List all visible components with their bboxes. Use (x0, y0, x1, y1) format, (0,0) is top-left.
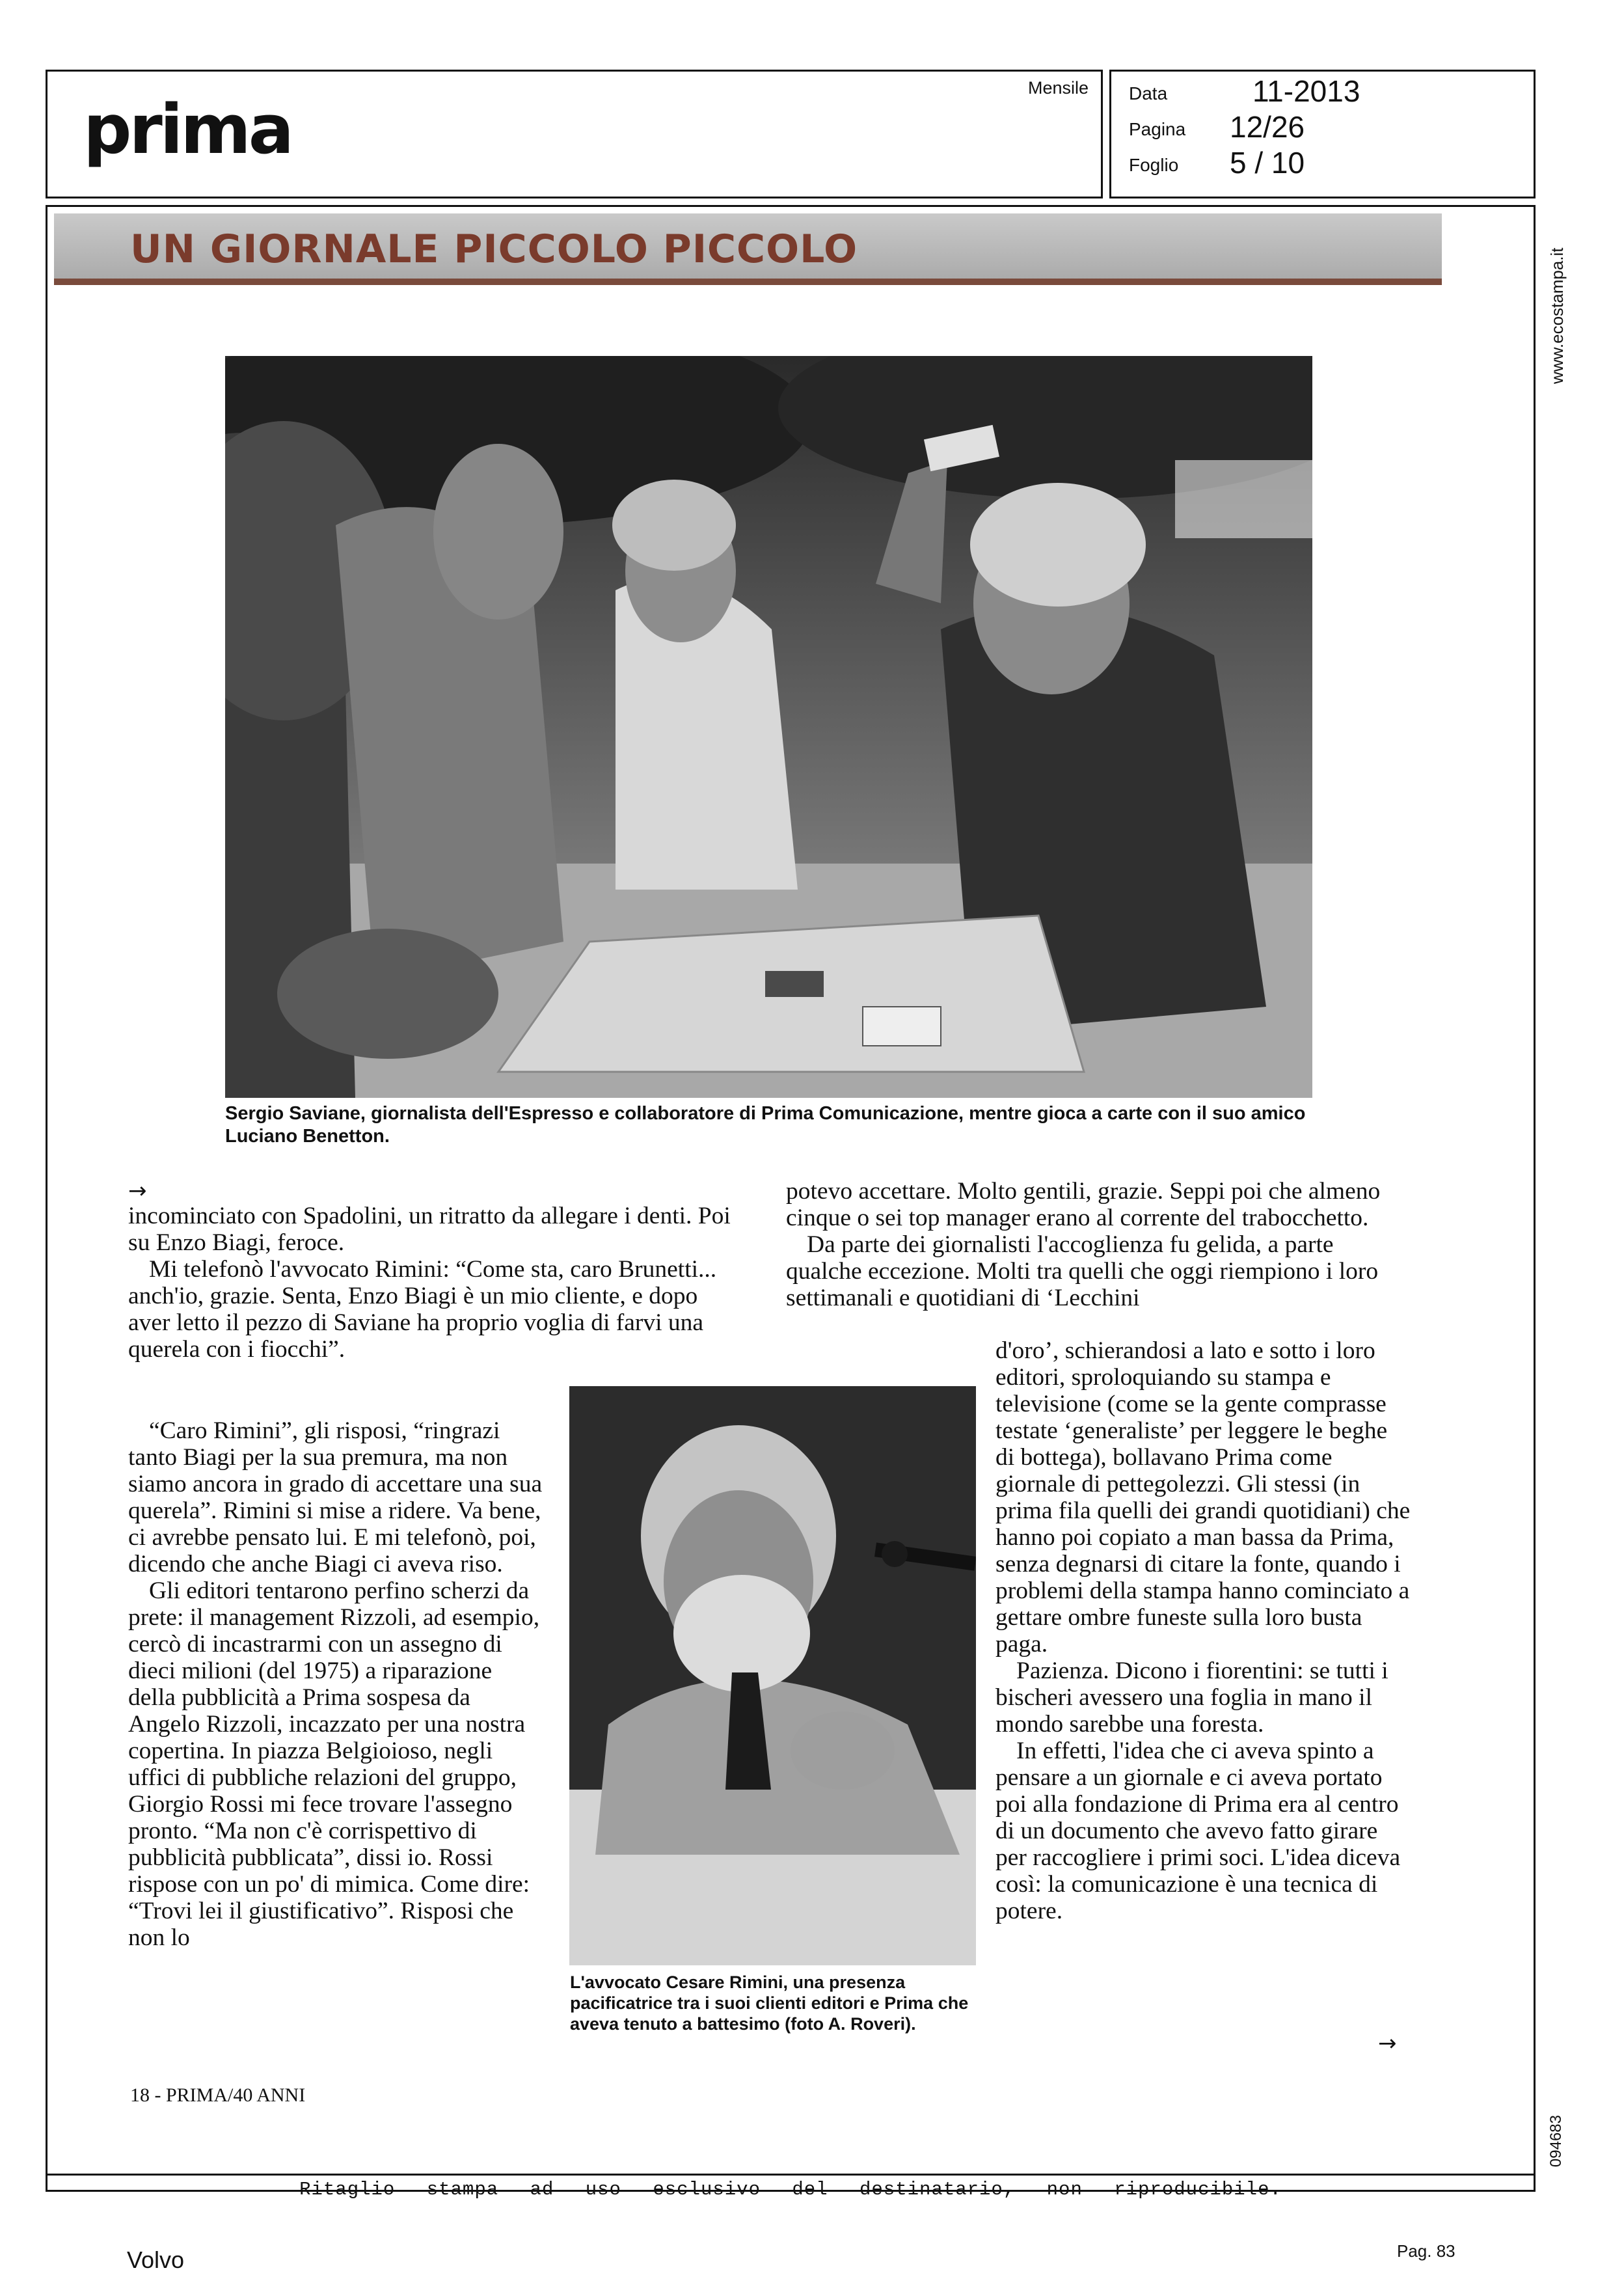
section-title-rule (54, 279, 1442, 285)
page-number: Pag. 83 (1397, 2241, 1455, 2261)
paragraph: Da parte dei giornalisti l'accoglienza fu gelida, a parte qualche eccezione. Molti tra quelli che oggi riempiono i loro settimanali e quotidiani di ‘Lecchini (786, 1231, 1379, 1311)
photo-card-game-illustration (225, 356, 1312, 1098)
side-code: 094683 (1547, 2115, 1565, 2168)
foglio-value: 5 / 10 (1230, 146, 1305, 180)
photo-card-game-caption: Sergio Saviane, giornalista dell'Espresso e collaboratore di Prima Comunicazione, mentre gioca a carte con il suo amico Luciano Benetton. (225, 1103, 1306, 1147)
client-brand: Volvo (127, 2246, 185, 2273)
photo-card-game (225, 356, 1312, 1098)
data-value: 11-2013 (1252, 74, 1360, 108)
paragraph: In effetti, l'idea che ci aveva spinto a pensare a un giornale e ci aveva portato poi alla fondazione di Prima era al centro di un documento che avevo fatto girare per raccogliere i primi soci. L'idea diceva così: la comunicazione è una tecnica di potere. (995, 1738, 1401, 1924)
pagina-value: 12/26 (1230, 110, 1305, 144)
prima-logo: prima (83, 90, 291, 169)
paragraph: Pazienza. Dicono i fiorentini: se tutti i bischeri avessero una foglia in mano il mondo sarebbe una foresta. (995, 1658, 1388, 1738)
footer-rule (46, 2174, 1536, 2176)
article-column-right-narrow (995, 1337, 1412, 1924)
paragraph: Mi telefonò l'avvocato Rimini: “Come sta, caro Brunetti... anch'io, grazie. Senta, Enzo Biagi è un mio cliente, e dopo aver letto il pezzo di Saviane ha proprio voglia di farvi una querela con i fiocchi”. (128, 1256, 717, 1363)
article-column-left-top (128, 1203, 740, 1363)
reproduction-notice: Ritaglio stampa ad uso esclusivo del destinatario, non riproducibile. (299, 2179, 1282, 2200)
photo-rimini-portrait (569, 1386, 976, 1965)
section-title: UN GIORNALE PICCOLO PICCOLO (130, 226, 858, 272)
photo-rimini-illustration (569, 1386, 976, 1965)
foglio-label: Foglio (1129, 155, 1179, 175)
paragraph: Gli editori tentarono perfino scherzi da prete: il management Rizzoli, ad esempio, cercò di incastrarmi con un assegno di dieci milioni (del 1975) a riparazione della pubblicità a Prima sospesa da Angelo Rizzoli, incazzato per una nostra copertina. In piazza Belgioioso, negli uffici di pubbliche relazioni del gruppo, Giorgio Rossi mi fece trovare l'assegno pronto. “Ma non c'è corrispettivo di pubblicità pubblicata”, dissi io. Rossi rispose con un po' di mimica. Come dire: “Trovi lei il giustificativo”. Risposi che non lo (128, 1577, 540, 1951)
continued-from-arrow: → (128, 1178, 147, 1204)
article-column-right-top (786, 1178, 1404, 1311)
page-folio: 18 - PRIMA/40 ANNI (130, 2084, 306, 2106)
frequency-label: Mensile (1028, 78, 1089, 98)
paragraph: d'oro’, schierandosi a lato e sotto i loro editori, sproloquiando su stampa e televisione (come se la gente comprasse testate ‘generaliste’ per leggere le beghe di bottega), bollavano Prima come giornale di pettegolezzi. Gli stessi (in prima fila quelli dei grandi quotidiani) che hanno poi copiato a man bassa da Prima, senza degnarsi di citare la fonte, quando i problemi della stampa hanno cominciato a gettare ombre funeste sulla loro busta paga. (995, 1337, 1411, 1658)
paragraph: “Caro Rimini”, gli risposi, “ringrazi tanto Biagi per la sua premura, ma non siamo ancora in grado di accettare una sua querela”. Rimini si mise a ridere. Va bene, ci avrebbe pensato lui. E mi telefonò, poi, dicendo che anche Biagi ci aveva riso. (128, 1417, 543, 1577)
photo-rimini-caption: L'avvocato Cesare Rimini, una presenza pacificatrice tra i suoi clienti editori e Prima che aveva tenuto a battesimo (foto A. Roveri). (570, 1972, 969, 2034)
side-url: www.ecostampa.it (1547, 247, 1567, 384)
data-label: Data (1129, 83, 1168, 103)
paragraph: potevo accettare. Molto gentili, grazie. Seppi poi che almeno cinque o sei top manager erano al corrente del trabocchetto. (786, 1178, 1381, 1231)
paragraph: incominciato con Spadolini, un ritratto da allegare i denti. Poi su Enzo Biagi, feroce. (128, 1203, 731, 1256)
article-column-left-narrow (128, 1417, 545, 1951)
pagina-label: Pagina (1129, 119, 1186, 139)
continued-arrow: → (1378, 2030, 1397, 2056)
